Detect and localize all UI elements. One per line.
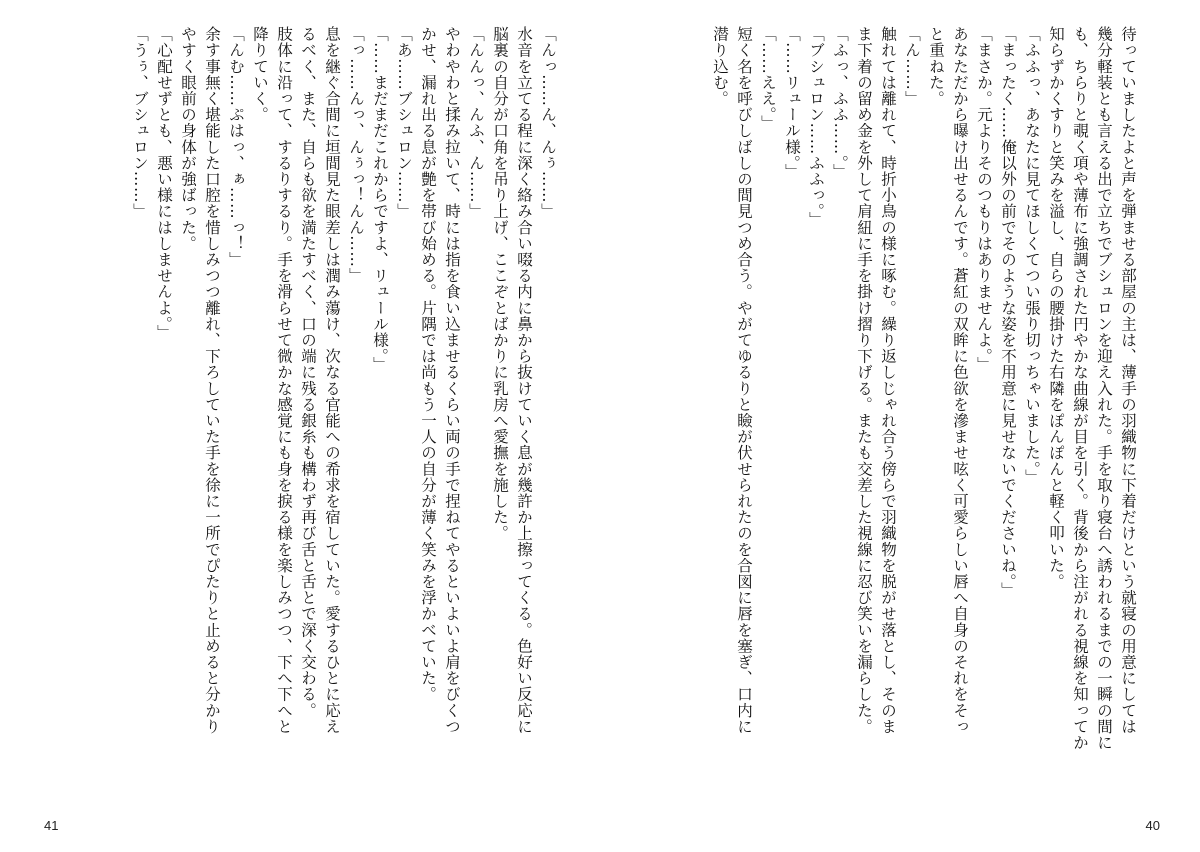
right-page-text — [600, 26, 1140, 796]
text-line: かせ、漏れ出る息が艶を帯び始める。片隅では尚もう一人の自分が薄く笑みを浮かべていた。 — [419, 26, 437, 703]
text-line: 「んっ……ん、んぅ……」 — [539, 26, 557, 220]
text-line: も、ちらりと覗く項や薄布に強調された円やかな曲線が目を引く。背後から注がれる視線を知ってか — [1071, 26, 1089, 751]
text-line: 「……ええ。」 — [759, 26, 777, 131]
text-line: やわやわと揉み拉いて、時には指を食い込ませるくらい両の手で捏ねてやるといよいよ肩をびくつ — [443, 26, 461, 735]
text-line: 「ふふっ、あなたに見てほしくてつい張り切っちゃいました。」 — [1023, 26, 1041, 486]
text-line: 「ん……」 — [903, 26, 921, 107]
text-line: 知らずかくすりと笑みを溢し、自らの腰掛けた右隣をぽんぽんと軽く叩いた。 — [1047, 26, 1065, 590]
text-line: るべく、また、自らも欲を満たすべく、口の端に残る銀糸も構わず再び舌と舌とで深く交わる。 — [299, 26, 317, 719]
right-page — [600, 0, 1200, 852]
text-line: 「まさか。元よりそのつもりはありませんよ。」 — [975, 26, 993, 373]
text-line: 水音を立てる程に深く絡み合い啜る内に鼻から抜けていく息が幾許か上擦ってくる。色好い反応に — [515, 26, 533, 735]
text-line: 余す事無く堪能した口腔を惜しみつつ離れ、下ろしていた手を徐に一所でぴたりと止めると分かり — [203, 26, 221, 735]
text-line: 「……まだまだこれからですよ、リュール様。」 — [371, 26, 389, 373]
text-line: 降りていく。 — [251, 26, 269, 123]
text-line: 待っていましたよと声を弾ませる部屋の主は、薄手の羽織物に下着だけという就寝の用意にしては — [1119, 26, 1137, 735]
text-line: やすく眼前の身体が強ばった。 — [179, 26, 197, 252]
text-line: 「まったく……俺以外の前でそのような姿を不用意に見せないでくださいね。」 — [999, 26, 1017, 598]
left-page-text — [40, 26, 560, 796]
text-line: あなただから曝け出せるんです。蒼紅の双眸に色欲を滲ませ呟く可愛らしい唇へ自身のそれをそっ — [951, 26, 969, 735]
text-line: 「んんっ、んふ、ん……」 — [467, 26, 485, 220]
page-number-left: 41 — [44, 818, 59, 833]
text-line: 肢体に沿って、するりするり。手を滑らせて微かな感覚にも身を捩る様を楽しみつつ、下へ下へと — [275, 26, 293, 735]
text-line: 「うぅ、ブシュロン……」 — [131, 26, 149, 220]
text-line: 「っ……んっ、んぅっ！んん……」 — [347, 26, 365, 284]
text-line: 脳裏の自分が口角を吊り上げ、ここぞとばかりに乳房へ愛撫を施した。 — [491, 26, 509, 542]
text-line: 「……リュール様。」 — [783, 26, 801, 180]
text-line: 潜り込む。 — [711, 26, 729, 107]
text-line: 幾分軽装とも言える出で立ちでブシュロンを迎え入れた。手を取り寝台へ誘われるまでの一瞬の間に — [1095, 26, 1113, 751]
page-number-right: 40 — [1145, 818, 1160, 833]
text-line: と重ねた。 — [927, 26, 945, 107]
text-line: 「んむ……ぷはっ、ぁ……っ！」 — [227, 26, 245, 268]
text-line: 息を継ぐ合間に垣間見た眼差しは潤み蕩け、次なる官能への希求を宿していた。愛するひとに応え — [323, 26, 341, 735]
text-line: 「あ……ブシュロン……」 — [395, 26, 413, 220]
text-line: 「ふっ、ふふ……。」 — [831, 26, 849, 180]
text-line: 触れては離れて、時折小鳥の様に啄む。繰り返しじゃれ合う傍らで羽織物を脱がせ落とし、そのま — [879, 26, 897, 735]
text-line: ま下着の留め金を外して肩紐に手を掛け摺り下げる。またも交差した視線に忍び笑いを漏らした。 — [855, 26, 873, 735]
text-line: 「ブシュロン……ふふっ。」 — [807, 26, 825, 228]
text-line: 短く名を呼びしばしの間見つめ合う。やがてゆるりと瞼が伏せられたのを合図に唇を塞ぎ、口内に — [735, 26, 753, 735]
text-line: 「心配せずとも、悪い様にはしませんよ。」 — [155, 26, 173, 341]
